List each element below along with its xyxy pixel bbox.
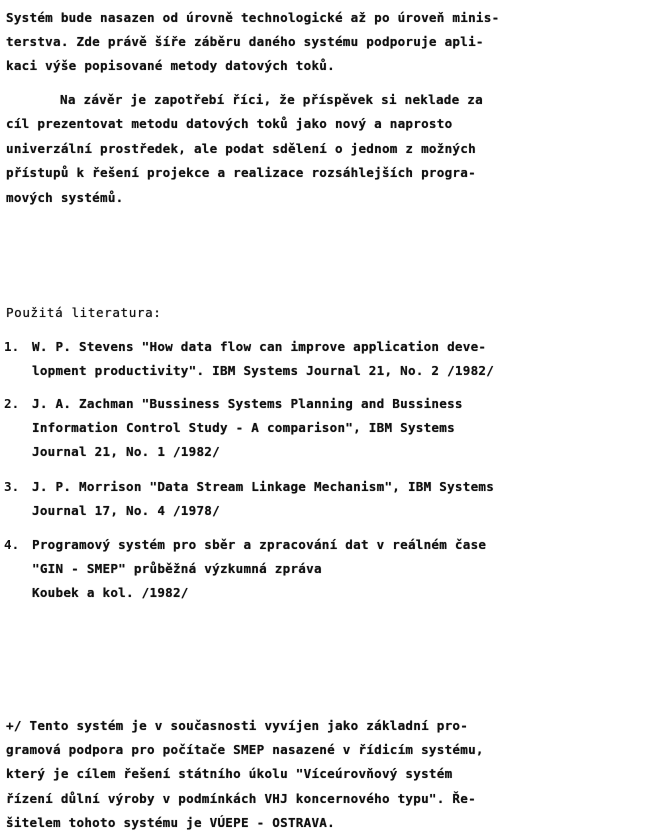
- literature-heading: Použitá literatura:: [6, 305, 162, 320]
- text-line: cíl prezentovat metodu datových toků jako nový a naprosto: [6, 116, 453, 131]
- reference-line: Journal 21, No. 1 /1982/: [32, 444, 220, 459]
- reference-line: Programový systém pro sběr a zpracování dat v reálném čase: [32, 537, 487, 552]
- footnote-line: který je cílem řešení státního úkolu "Víceúrovňový systém: [6, 766, 453, 781]
- reference-line: Information Control Study - A comparison", IBM Systems: [32, 420, 455, 435]
- reference-line: J. A. Zachman "Bussiness Systems Planning and Bussiness: [32, 396, 463, 411]
- reference-line: W. P. Stevens "How data flow can improve application deve-: [32, 339, 487, 354]
- reference-line: lopment productivity". IBM Systems Journal 21, No. 2 /1982/: [32, 363, 495, 378]
- footnote-line: +/ Tento systém je v současnosti vyvíjen jako základní pro-: [6, 718, 469, 733]
- reference-number: 4.: [4, 537, 20, 552]
- reference-line: "GIN - SMEP" průběžná výzkumná zpráva: [32, 561, 322, 576]
- footnote-line: šitelem tohoto systému je VÚEPE - OSTRAVA.: [6, 815, 335, 830]
- reference-number: 3.: [4, 479, 20, 494]
- reference-number: 2.: [4, 396, 20, 411]
- reference-line: Journal 17, No. 4 /1978/: [32, 503, 220, 518]
- footnote-line: řízení důlní výroby v podmínkách VHJ koncernového typu". Ře-: [6, 791, 476, 806]
- text-line: Na závěr je zapotřebí říci, že příspěvek si neklade za: [60, 92, 483, 107]
- text-line: kaci výše popisované metody datových toků.: [6, 58, 335, 73]
- text-line: přístupů k řešení projekce a realizace rozsáhlejších progra-: [6, 165, 476, 180]
- text-line: univerzální prostředek, ale podat sdělení o jednom z možných: [6, 141, 476, 156]
- footnote-line: gramová podpora pro počítače SMEP nasazené v řídicím systému,: [6, 742, 484, 757]
- reference-number: 1.: [4, 339, 20, 354]
- text-line: mových systémů.: [6, 190, 124, 205]
- text-line: terstva. Zde právě šíře záběru daného systému podporuje apli-: [6, 34, 484, 49]
- text-line: Systém bude nasazen od úrovně technologické až po úroveň minis-: [6, 10, 500, 25]
- reference-line: Koubek a kol. /1982/: [32, 585, 189, 600]
- reference-line: J. P. Morrison "Data Stream Linkage Mechanism", IBM Systems: [32, 479, 495, 494]
